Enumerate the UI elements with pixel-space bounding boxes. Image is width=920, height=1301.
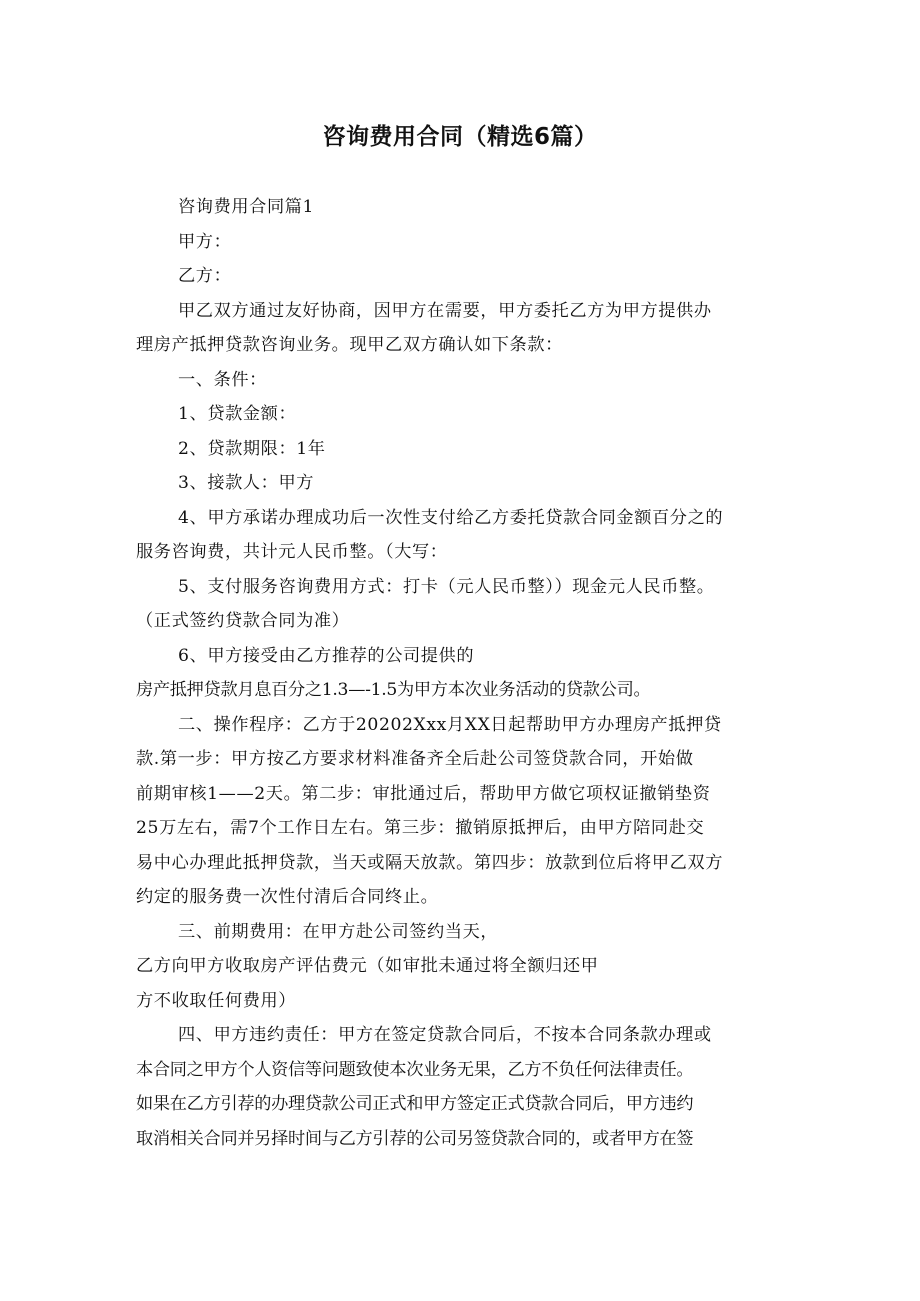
clause-heading: 二、操作程序：乙方于20202Xxx月XX日起帮助甲方办理房产抵押贷 (178, 714, 722, 735)
clause-line: 4、甲方承诺办理成功后一次性支付给乙方委托贷款合同金额百分之的 (178, 507, 724, 528)
document-body (136, 190, 796, 1156)
paragraph-line: 理房产抵押贷款咨询业务。现甲乙双方确认如下条款： (136, 335, 563, 355)
clause-line: 房产抵押贷款月息百分之1.3—-1.5为甲方本次业务活动的贷款公司。 (136, 680, 651, 700)
party-a-line: 甲方： (178, 231, 232, 252)
clause-line: （正式签约贷款合同为准） (136, 611, 350, 631)
clause-line: 2、贷款期限：1年 (178, 438, 326, 459)
paragraph-line: 甲乙双方通过友好协商，因甲方在需要，甲方委托乙方为甲方提供办 (178, 300, 712, 321)
clause-line: 6、甲方接受由乙方推荐的公司提供的 (178, 645, 475, 666)
party-b-line: 乙方： (178, 266, 232, 286)
document-title: 咨询费用合同（精选6篇） (322, 124, 598, 150)
clause-line: 3、接款人：甲方 (178, 473, 315, 493)
clause-line: 5、支付服务咨询费用方式：打卡（元人民币整））现金元人民币整。 (178, 576, 715, 597)
paragraph-line: 如果在乙方引荐的办理贷款公司正式和甲方签定正式贷款合同后，甲方违约 (136, 1094, 694, 1114)
clause-heading: 三、前期费用：在甲方赴公司签约当天， (178, 921, 499, 942)
paragraph-line: 本合同之甲方个人资信等问题致使本次业务无果，乙方不负任何法律责任。 (136, 1059, 694, 1080)
paragraph-line: 易中心办理此抵押贷款，当天或隔天放款。第四步：放款到位后将甲乙双方 (136, 852, 723, 873)
clause-line: 服务咨询费，共计元人民币整。（大写： (136, 542, 448, 562)
clause-heading: 四、甲方违约责任：甲方在签定贷款合同后，不按本合同条款办理或 (178, 1025, 712, 1045)
section-heading: 咨询费用合同篇1 (178, 197, 315, 217)
paragraph-line: 25万左右，需7个工作日左右。第三步：撤销原抵押后，由甲方陪同赴交 (136, 818, 705, 838)
paragraph-line: 约定的服务费一次性付清后合同终止。 (136, 887, 439, 907)
paragraph-line: 款.第一步：甲方按乙方要求材料准备齐全后赴公司签贷款合同，开始做 (136, 749, 694, 769)
paragraph-line: 前期审核1——2天。第二步：审批通过后，帮助甲方做它项权证撤销垫资 (136, 783, 711, 804)
paragraph-line: 乙方向甲方收取房产评估费元（如审批未通过将全额归还甲 (136, 956, 599, 976)
clause-heading: 一、条件： (178, 369, 267, 390)
paragraph-line: 取消相关合同并另择时间与乙方引荐的公司另签贷款合同的，或者甲方在签 (136, 1128, 694, 1149)
clause-line: 1、贷款金额： (178, 404, 297, 424)
paragraph-line: 方不收取任何费用） (136, 990, 297, 1011)
